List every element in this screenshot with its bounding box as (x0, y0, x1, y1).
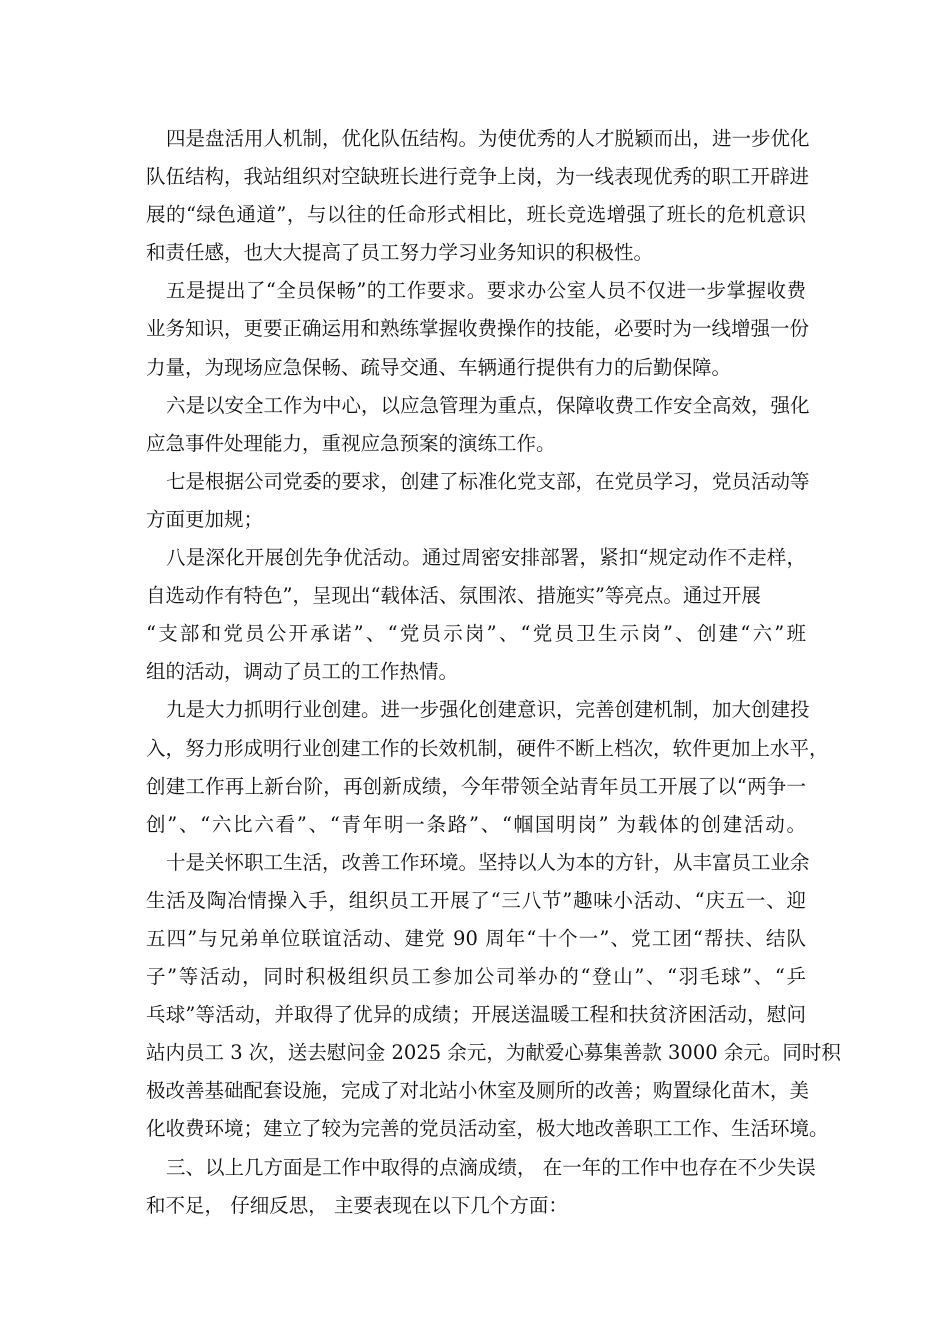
text-line: “支部和党员公开承诺”、“党员示岗”、“党员卫生示岗”、创建“六”班 (146, 622, 806, 646)
text-line: 六是以安全工作为中心，以应急管理为重点，保障收费工作安全高效，强化 (166, 393, 810, 417)
text-line: 展的“绿色通道”，与以往的任命形式相比，班长竞选增强了班长的危机意识 (146, 203, 806, 227)
text-line: 生活及陶冶情操入手，组织员工开展了“三八节”趣味小活动、“庆五一、迎 (146, 888, 806, 912)
text-line: 九是大力抓明行业创建。进一步强化创建意识，完善创建机制，加大创建投 (166, 698, 810, 722)
text-line: 八是深化开展创先争优活动。通过周密安排部署，紧扣“规定动作不走样， (166, 546, 806, 570)
document-body (146, 120, 841, 1225)
text-line: 和不足， 仔细反思， 主要表现在以下几个方面： (146, 1193, 568, 1217)
text-line: 七是根据公司党委的要求，创建了标准化党支部，在党员学习，党员活动等 (166, 469, 810, 493)
text-line: 站内员工 3 次，送去慰问金 2025 余元，为献爱心募集善款 3000 余元。同时积 (146, 1041, 841, 1065)
text-line: 方面更加规； (146, 507, 264, 531)
text-line: 乓球”等活动，并取得了优异的成绩；开展送温暖工程和扶贫济困活动，慰问 (146, 1003, 806, 1027)
text-line: 创”、“六比六看”、“青年明一条路”、“帼国明岗” 为载体的创建活动。 (146, 812, 806, 836)
text-line: 业务知识，更要正确运用和熟练掌握收费操作的技能，必要时为一线增强一份 (146, 317, 810, 341)
text-line: 三、以上几方面是工作中取得的点滴成绩， 在一年的工作中也存在不少失误 (166, 1155, 816, 1179)
text-line: 十是关怀职工生活，改善工作环境。坚持以人为本的方针，从丰富员工业余 (166, 850, 810, 874)
text-line: 五四”与兄弟单位联谊活动、建党 90 周年“十个一”、党工团“帮扶、结队 (146, 926, 806, 950)
text-line: 力量，为现场应急保畅、疏导交通、车辆通行提供有力的后勤保障。 (146, 355, 732, 379)
text-line: 创建工作再上新台阶，再创新成绩，今年带领全站青年员工开展了以“两争一 (146, 774, 806, 798)
text-line: 应急事件处理能力，重视应急预案的演练工作。 (146, 431, 556, 455)
text-line: 极改善基础配套设施，完成了对北站小休室及厕所的改善；购置绿化苗木，美 (146, 1079, 810, 1103)
text-line: 自选动作有特色”，呈现出“载体活、氛围浓、措施实”等亮点。通过开展 (146, 584, 761, 608)
text-line: 五是提出了“全员保畅”的工作要求。要求办公室人员不仅进一步掌握收费 (166, 279, 806, 303)
text-line: 组的活动，调动了员工的工作热情。 (146, 660, 459, 684)
text-line: 和责任感，也大大提高了员工努力学习业务知识的积极性。 (146, 241, 654, 265)
text-line: 子”等活动，同时积极组织员工参加公司举办的“登山”、“羽毛球”、“乒 (146, 965, 806, 989)
text-line: 入，努力形成明行业创建工作的长效机制，硬件不断上档次，软件更加上水平， (146, 736, 829, 760)
text-line: 化收费环境；建立了较为完善的党员活动室，极大地改善职工工作、生活环境。 (146, 1117, 829, 1141)
text-line: 四是盘活用人机制，优化队伍结构。为使优秀的人才脱颖而出，进一步优化 (166, 127, 810, 150)
text-line: 队伍结构，我站组织对空缺班长进行竞争上岗，为一线表现优秀的职工开辟进 (146, 165, 810, 189)
